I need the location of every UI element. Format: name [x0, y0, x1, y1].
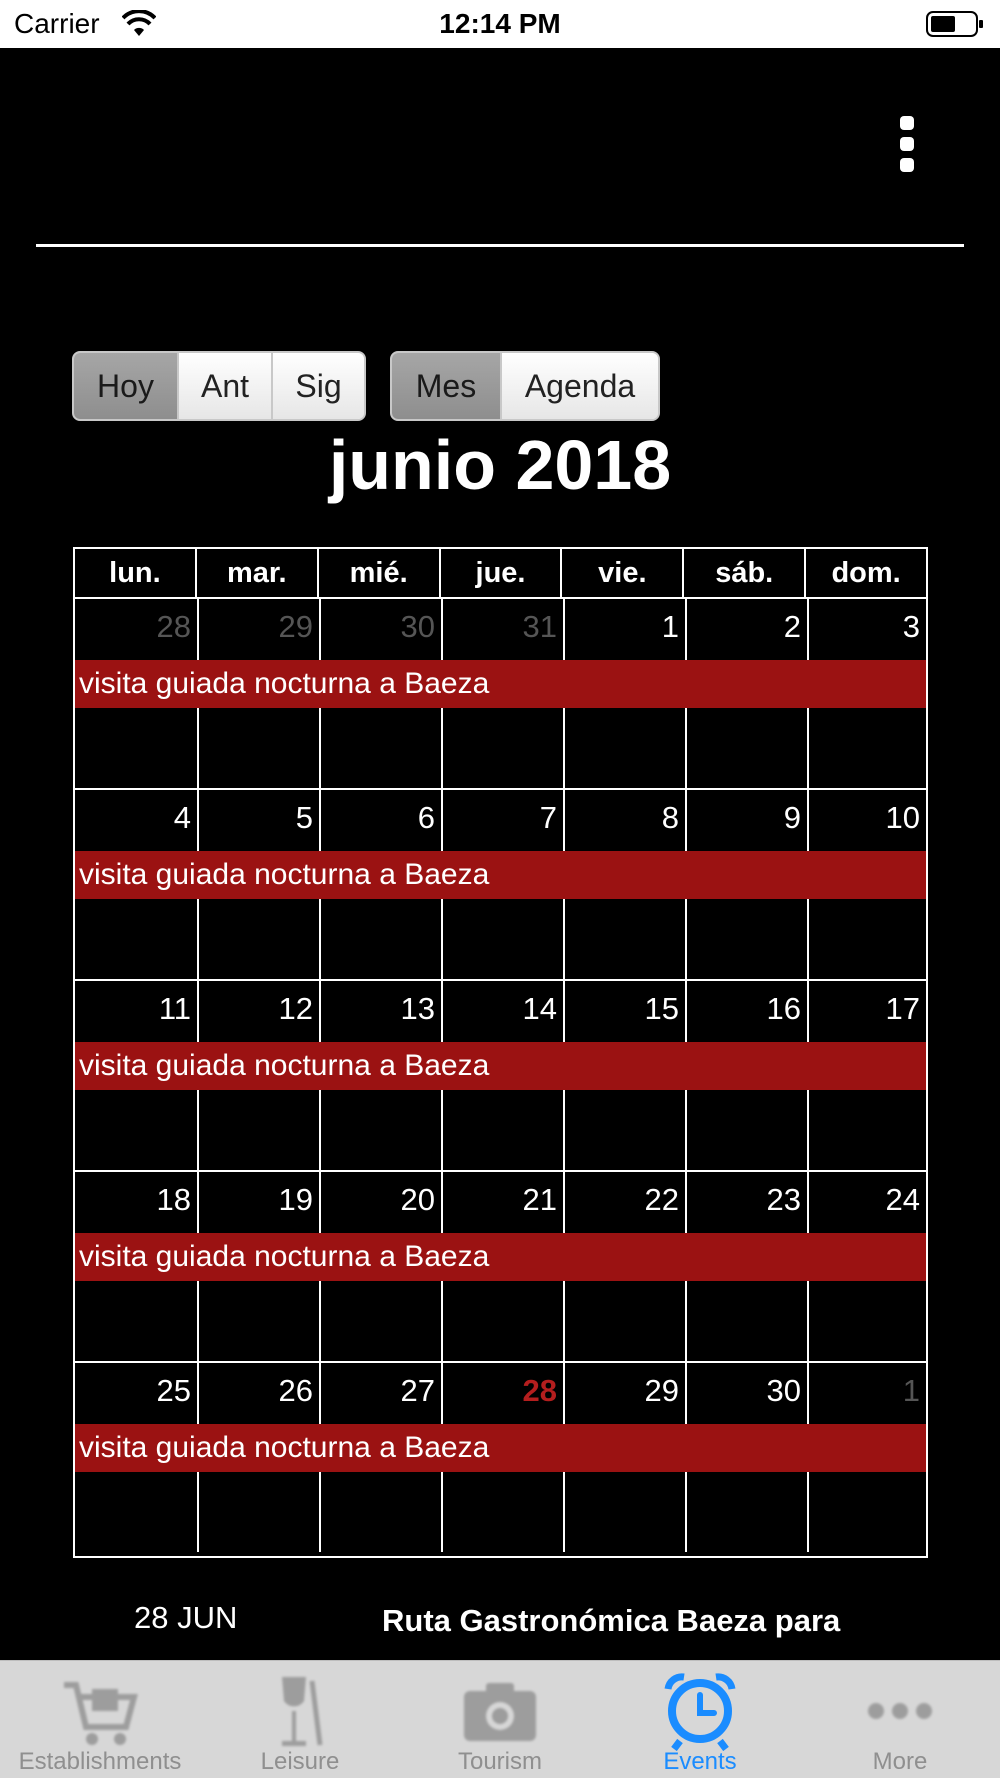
weekday-header	[75, 549, 926, 597]
wine-glass-icon	[260, 1671, 340, 1751]
day-number: 14	[522, 991, 557, 1026]
day-number: 3	[902, 609, 920, 644]
shopping-cart-icon	[60, 1671, 140, 1751]
tab-establishments[interactable]	[0, 1661, 200, 1778]
month-calendar	[73, 547, 928, 1558]
calendar-event-bar[interactable]: visita guiada nocturna a Baeza	[75, 1233, 926, 1281]
day-number: 25	[156, 1373, 191, 1408]
day-number: 8	[661, 800, 679, 835]
tab-label: Leisure	[260, 1748, 340, 1775]
status-time: 12:14 PM	[439, 8, 561, 39]
day-number: 4	[173, 800, 191, 835]
weekday-label: lun.	[109, 557, 161, 589]
navigation-segmented-control	[72, 351, 366, 421]
agenda-view-button[interactable]: Agenda	[500, 353, 658, 419]
today-button[interactable]: Hoy	[74, 353, 177, 419]
camera-icon	[460, 1671, 540, 1751]
day-number: 22	[644, 1182, 679, 1217]
calendar-week-row	[75, 1361, 926, 1552]
tab-label: Events	[663, 1748, 737, 1775]
day-number: 18	[156, 1182, 191, 1217]
calendar-event-bar[interactable]: visita guiada nocturna a Baeza	[75, 1042, 926, 1090]
day-number: 12	[278, 991, 313, 1026]
tab-label: Tourism	[457, 1748, 542, 1775]
next-button[interactable]: Sig	[271, 353, 364, 419]
day-number: 15	[644, 991, 679, 1026]
day-number: 30	[766, 1373, 801, 1408]
day-number: 17	[885, 991, 920, 1026]
day-number: 13	[400, 991, 435, 1026]
tab-label: Establishments	[18, 1748, 182, 1775]
weekday-label: mar.	[195, 549, 317, 597]
day-number: 1	[661, 609, 679, 644]
day-number: 19	[278, 1182, 313, 1217]
day-number: 30	[400, 609, 435, 644]
month-title: junio 2018	[328, 426, 672, 504]
weekday-label: dom.	[804, 549, 926, 597]
day-number: 9	[783, 800, 801, 835]
header-divider	[36, 244, 964, 247]
day-number: 7	[539, 800, 557, 835]
day-number: 20	[400, 1182, 435, 1217]
agenda-event-date[interactable]: 28 JUN	[134, 1600, 238, 1635]
day-number: 5	[295, 800, 313, 835]
previous-button[interactable]: Ant	[177, 353, 271, 419]
tab-tourism[interactable]	[400, 1661, 600, 1778]
day-number: 21	[522, 1182, 557, 1217]
calendar-event-bar[interactable]: visita guiada nocturna a Baeza	[75, 851, 926, 899]
weekday-label: jue.	[439, 549, 561, 597]
day-number: 28	[522, 1373, 557, 1408]
overflow-menu-icon[interactable]	[884, 112, 930, 176]
calendar-week-row	[75, 597, 926, 788]
day-number: 28	[156, 609, 191, 644]
day-number: 11	[158, 991, 191, 1026]
view-segmented-control	[390, 351, 660, 421]
day-number: 29	[278, 609, 313, 644]
tab-leisure[interactable]	[200, 1661, 400, 1778]
agenda-event-title[interactable]: Ruta Gastronómica Baeza para	[382, 1603, 841, 1638]
day-number: 23	[766, 1182, 801, 1217]
tab-bar	[0, 1660, 1000, 1778]
day-number: 10	[885, 800, 920, 835]
day-number: 31	[522, 609, 557, 644]
battery-icon	[926, 11, 984, 37]
calendar-week-row	[75, 979, 926, 1170]
weekday-label: sáb.	[682, 549, 804, 597]
day-number: 27	[400, 1373, 435, 1408]
tab-events[interactable]	[600, 1661, 800, 1778]
day-number: 6	[417, 800, 435, 835]
tab-label: More	[872, 1748, 928, 1775]
weekday-label: mié.	[317, 549, 439, 597]
month-view-button[interactable]: Mes	[392, 353, 500, 419]
day-number: 26	[278, 1373, 313, 1408]
calendar-event-bar[interactable]: visita guiada nocturna a Baeza	[75, 1424, 926, 1472]
calendar-week-row	[75, 788, 926, 979]
day-number: 1	[902, 1373, 920, 1408]
day-number: 16	[766, 991, 801, 1026]
tab-more[interactable]	[800, 1661, 1000, 1778]
carrier-label: Carrier	[14, 8, 100, 39]
calendar-event-bar[interactable]: visita guiada nocturna a Baeza	[75, 660, 926, 708]
alarm-clock-icon	[660, 1671, 740, 1751]
weekday-label: vie.	[560, 549, 682, 597]
calendar-week-row	[75, 1170, 926, 1361]
more-dots-icon	[860, 1671, 940, 1751]
day-number: 24	[885, 1182, 920, 1217]
day-number: 2	[783, 609, 801, 644]
day-number: 29	[644, 1373, 679, 1408]
status-bar	[0, 0, 1000, 48]
